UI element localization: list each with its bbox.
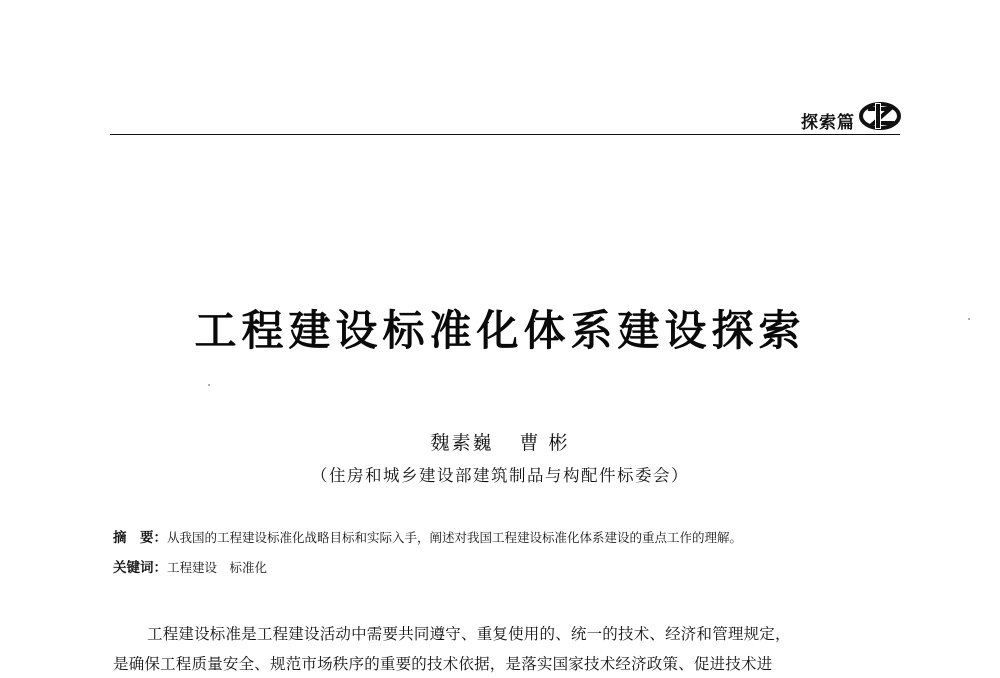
body-paragraph-line-1: 工程建设标准是工程建设活动中需要共同遵守、重复使用的、统一的技术、经济和管理规定， (147, 625, 791, 643)
keywords-text: 工程建设 标准化 (167, 560, 268, 575)
abstract-label: 摘 要： (113, 530, 167, 546)
author-1: 魏素巍 (430, 432, 494, 454)
abstract-text: 从我国的工程建设标准化战略目标和实际入手，阐述对我国工程建设标准化体系建设的重点工作的理解。 (167, 530, 743, 545)
section-label: 探索篇 (801, 113, 855, 133)
keywords-label: 关键词： (113, 560, 167, 576)
affiliation: （住房和城乡建设部建筑制品与构配件标委会） (311, 466, 689, 485)
scan-speck (208, 384, 210, 386)
abstract (113, 526, 742, 546)
article-title: 工程建设标准化体系建设探索 (194, 306, 806, 355)
author-2: 曹 彬 (519, 432, 570, 454)
keywords (113, 556, 267, 576)
body-paragraph-line-2: 是确保工程质量安全、规范市场秩序的重要的技术依据，是落实国家技术经济政策、促进技术进 (113, 655, 773, 673)
header-rule (110, 134, 900, 135)
author-line (0, 428, 1000, 455)
scan-speck (968, 318, 970, 320)
zb-logo-icon (858, 100, 902, 132)
